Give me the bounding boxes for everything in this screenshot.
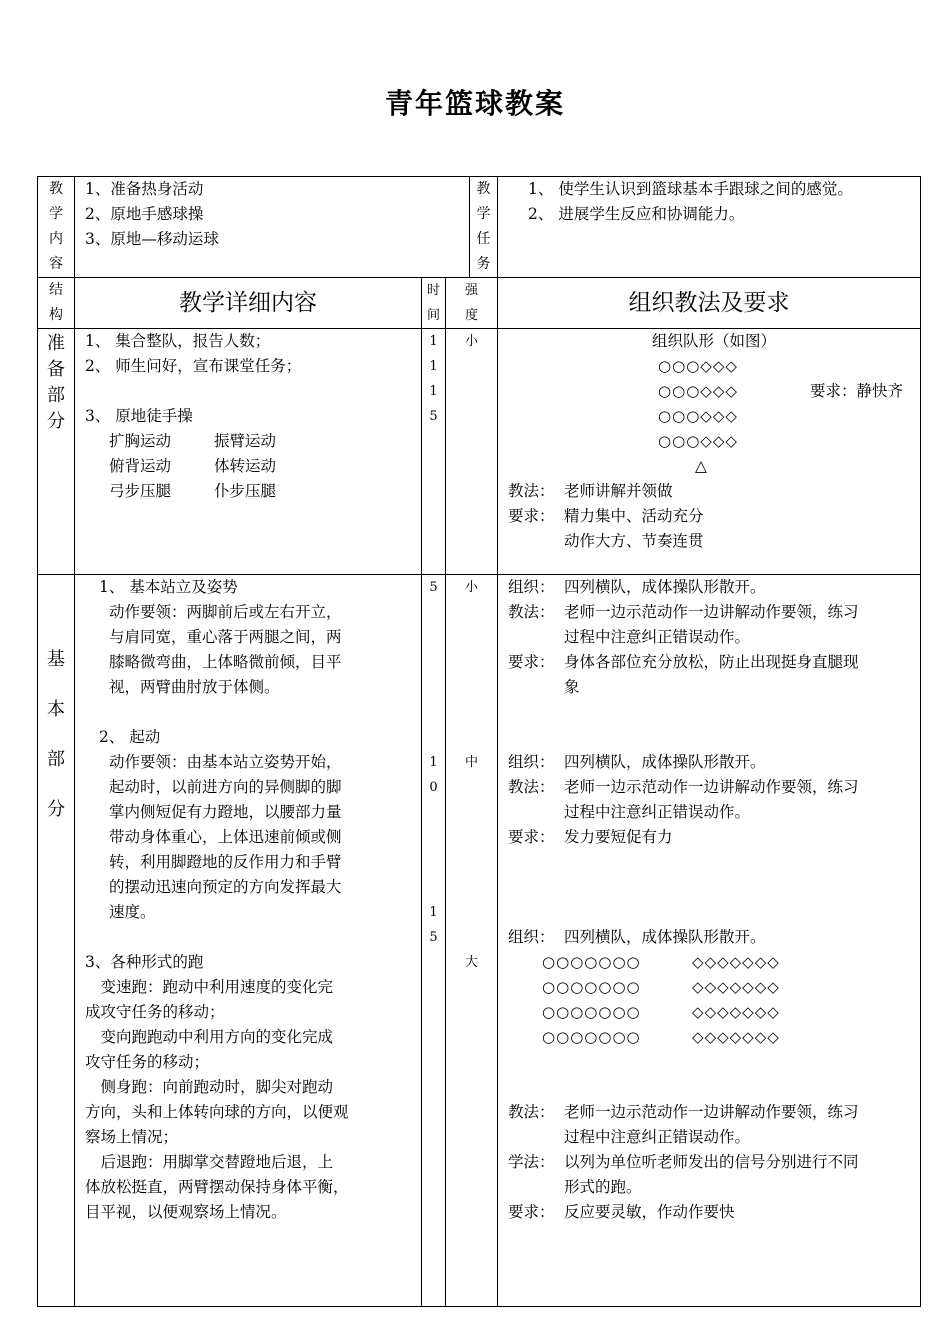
header-time: 时 间 xyxy=(422,278,446,329)
label-prep: 准 备 部 分 xyxy=(38,329,75,575)
teaching-content xyxy=(75,177,470,278)
basic-row xyxy=(38,575,921,1307)
section-title: 2、 起动 xyxy=(99,728,161,746)
lesson-plan-table xyxy=(37,176,921,1307)
label-teaching-tasks: 教 学 任 务 xyxy=(470,177,498,278)
header-org: 组织教法及要求 xyxy=(498,278,921,329)
formation-row: ○○○◇◇◇ xyxy=(658,357,738,375)
header-structure: 结 构 xyxy=(38,278,75,329)
header-row xyxy=(38,278,921,329)
page-title: 青年篮球教案 xyxy=(384,87,565,120)
teaching-tasks xyxy=(498,177,921,278)
formation-row: ○○○○○○○ ◇◇◇◇◇◇◇ xyxy=(542,1003,780,1021)
content-line: 3、原地—移动运球 xyxy=(85,230,219,248)
basic-content: 1、 基本站立及姿势 动作要领：两脚前后或左右开立， 与肩同宽，重心落于两腿之间，两 膝略微弯曲，上体略微前倾，目平 视，两臂曲肘放于体侧。 2、 起动 动作要领：由基本站立姿势开始， 起动时，以前进方向的异侧脚的脚 掌内侧短促有力蹬地，以腰部力量 带动身体重心，上体迅速前倾或侧 转，利用脚蹬地的反作用力和手臂 的摆动迅速向预定的方向发挥最大 速度。 3、各种形式的跑 变速跑：跑动中利用速度的变化完 成攻守任务的移动； 变向跑跑动中利用方向的变化完成 攻守任务的移动； 侧身跑：向前跑动时，脚尖对跑动 方向，头和上体转向球的方向，以便观 察场上情况； 后退跑：用脚掌交替蹬地后退，上 体放松挺直，两臂摆动保持身体平衡， 目平视，以便观察场上情况。 xyxy=(75,575,422,1307)
section-title: 1、 基本站立及姿势 xyxy=(99,578,238,596)
content-line: 1、准备热身活动 xyxy=(85,180,204,198)
section-title: 3、各种形式的跑 xyxy=(85,953,204,971)
label-basic: 基 本 部 分 xyxy=(38,575,75,1307)
formation-row: ○○○◇◇◇ xyxy=(658,407,738,425)
task-line: 2、 进展学生反应和协调能力。 xyxy=(528,205,745,223)
basic-intensity: 小 中 大 xyxy=(446,575,498,1307)
formation-row: ○○○◇◇◇ xyxy=(658,432,738,450)
prep-row xyxy=(38,329,921,575)
prep-content: 1、 集合整队，报告人数； 2、 师生问好，宣布课堂任务； 3、 原地徒手操 扩胸运动 振臂运动 俯背运动 体转运动 弓步压腿 仆步压腿 xyxy=(75,329,422,575)
task-line: 1、 使学生认识到篮球基本手跟球之间的感觉。 xyxy=(528,180,853,198)
exercise-row: 弓步压腿 仆步压腿 xyxy=(109,482,277,500)
prep-intensity: 小 xyxy=(446,329,498,575)
info-row xyxy=(38,177,921,278)
exercise-row: 扩胸运动 振臂运动 xyxy=(109,432,277,450)
content-line: 2、原地手感球操 xyxy=(85,205,204,223)
header-detail: 教学详细内容 xyxy=(75,278,422,329)
formation-requirement: 要求：静快齐 xyxy=(810,382,904,400)
formation-row: ○○○◇◇◇ xyxy=(658,382,738,400)
prep-org: 组织队形（如图） ○○○◇◇◇ ○○○◇◇◇ 要求：静快齐 ○○○◇◇◇ ○○○◇◇◇ △ 教法： 老师讲解并领做 要求： 精力集中、活动充分 动作大方、节奏连贯 xyxy=(498,329,921,575)
teacher-triangle: △ xyxy=(695,457,707,475)
formation-row: ○○○○○○○ ◇◇◇◇◇◇◇ xyxy=(542,978,780,996)
exercise-row: 俯背运动 体转运动 xyxy=(109,457,277,475)
formation-row: ○○○○○○○ ◇◇◇◇◇◇◇ xyxy=(542,953,780,971)
header-intensity: 强 度 xyxy=(446,278,498,329)
formation-row: ○○○○○○○ ◇◇◇◇◇◇◇ xyxy=(542,1028,780,1046)
prep-time: 1 1 1 5 xyxy=(422,329,446,575)
basic-time: 5 1 0 1 5 xyxy=(422,575,446,1307)
basic-org: 组织： 四列横队，成体操队形散开。 教法： 老师一边示范动作一边讲解动作要领，练习 过程中注意纠正错误动作。 要求： 身体各部位充分放松，防止出现挺身直腿现 象 组织： 四列横队，成体操队形散开。 教法： 老师一边示范动作一边讲解动作要领，练习 过程中注意纠正错误动作。 要求： 发力要短促有力 组织： 四列横队，成体操队形散开。 ○○○○○○○ ◇◇◇◇◇◇◇ ○○○○○○○ ◇◇◇◇◇◇◇ ○○○○○○○ ◇◇◇◇◇◇◇ ○○○○○○○ ◇◇◇◇◇◇◇ 教法： 老师一边示范动作一边讲解动作要领，练习 过程中注意纠正错误动作。 学法： 以列为单位听老师发出的信号分别进行不同 形式的跑。 要求： 反应要灵敏，作动作要快 xyxy=(498,575,921,1307)
label-teaching-content: 教 学 内 容 xyxy=(38,177,75,278)
